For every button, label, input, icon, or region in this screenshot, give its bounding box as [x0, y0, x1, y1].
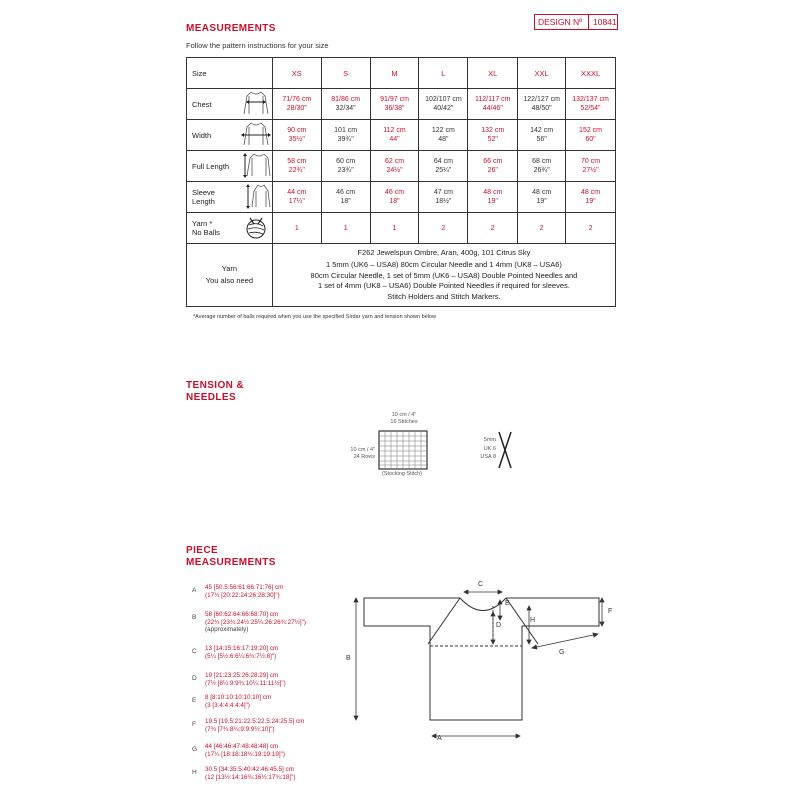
piece-key-e: E: [192, 697, 197, 704]
yarn-balls-label: [187, 213, 240, 244]
piece-c-cm: 13 [14:15:16:17:19:20] cm: [205, 645, 279, 652]
sleeve-label-line1: Sleeve: [192, 188, 215, 197]
yarn-balls-line1: Yarn *: [192, 219, 213, 228]
also-need-line-4: Stitch Holders and Stitch Markers.: [387, 291, 501, 301]
chest-cm-m: 91/97 cm: [380, 96, 409, 103]
chest-cm-xxl: 122/127 cm: [523, 96, 560, 103]
full-length-in-s: 23¾": [337, 167, 354, 174]
chest-in-s: 32/34": [335, 105, 356, 112]
full-length-row: [187, 151, 616, 182]
chest-icon: [239, 89, 272, 120]
width-cm-xxl: 142 cm: [530, 127, 554, 134]
piece-e-in: (3 [3:4:4:4:4:4]"): [205, 701, 250, 709]
chest-in-xs: 28/30": [286, 105, 307, 112]
balls-s: 1: [321, 213, 370, 244]
piece-key-d: D: [192, 675, 197, 682]
diagram-label-a: A: [437, 735, 442, 742]
measurements-table: [186, 57, 616, 307]
yarn-info-row: [187, 244, 616, 307]
size-xxxl: XXXL: [566, 58, 616, 89]
yarn-label: Yarn: [221, 263, 238, 273]
diagram-label-c: C: [478, 581, 484, 588]
yarn-info-labels: [187, 244, 273, 307]
width-in-xxl: 56": [536, 136, 547, 143]
gauge-left-line1: 10 cm / 4": [350, 447, 375, 453]
piece-b-cm: 58 [60:62:64:66:68:70] cm: [205, 611, 279, 618]
piece-c-in: (5¼ [5½:6:6¼:6¾:7½:8]"): [205, 652, 277, 660]
full-length-cm-m: 62 cm: [384, 158, 405, 165]
sleeve-length-label: [187, 182, 240, 213]
chest-label: Chest: [187, 89, 240, 120]
measurements-subtitle: Follow the pattern instructions for your size: [186, 41, 329, 50]
size-label: Size: [187, 58, 273, 89]
tension-title-line2: NEEDLES: [186, 392, 237, 403]
needle-size-label: [470, 436, 496, 462]
size-m: M: [370, 58, 419, 89]
balls-xs: 1: [272, 213, 321, 244]
piece-f-in: (7¾ [7¾:8¼:9:9:9½:10]"): [205, 725, 275, 733]
design-number: 10841: [588, 15, 617, 29]
piece-key-f: F: [192, 721, 196, 728]
full-length-cm-xxl: 68 cm: [532, 158, 552, 165]
width-cm-xs: 90 cm: [287, 127, 307, 134]
piece-measurements-title: [186, 545, 276, 569]
full-length-in-xxxl: 27½": [582, 167, 599, 174]
width-in-xxxl: 60": [585, 136, 596, 143]
balls-m: 1: [370, 213, 419, 244]
piece-d-in: (7½ [8¼:9:9¾:10¼:11:11½]"): [205, 679, 286, 687]
piece-key-a: A: [192, 587, 197, 594]
piece-key-h: H: [192, 769, 197, 776]
diagram-label-f: F: [608, 608, 613, 615]
chest-cm-s: 81/86 cm: [331, 96, 361, 103]
piece-g-cm: 44 [46:46:47:48:48:48] cm: [205, 743, 279, 750]
yarn-value: F262 Jewelspun Ombre, Aran, 400g, 101 Citrus Sky: [357, 247, 531, 257]
full-length-cm-s: 60 cm: [336, 158, 356, 165]
sleeve-cm-xxxl: 48 cm: [581, 189, 601, 196]
piece-d-cm: 19 [21:23:25:26:28:29] cm: [205, 672, 279, 679]
chest-in-xxl: 48/50": [531, 105, 552, 112]
sleeve-in-xxxl: 19": [585, 198, 596, 205]
piece-e-cm: 8 [8:10:10:10:10:10] cm: [205, 694, 272, 701]
sleeve-in-l: 18½": [435, 198, 452, 205]
size-xl: XL: [468, 58, 518, 89]
gauge-top-line2: 16 Stitches: [390, 419, 418, 425]
chest-in-l: 40/42": [433, 105, 454, 112]
full-length-icon: [239, 151, 272, 182]
width-in-xs: 35½": [288, 136, 305, 143]
chest-in-xl: 44/46": [482, 105, 503, 112]
measurements-title: MEASUREMENTS: [186, 23, 276, 34]
full-length-in-l: 25¼": [435, 167, 452, 174]
sleeve-cm-s: 46 cm: [336, 189, 356, 196]
full-length-in-xl: 26": [487, 167, 498, 174]
chest-row: [187, 89, 616, 120]
sleeve-in-s: 18": [340, 198, 351, 205]
also-need-label: You also need: [205, 276, 254, 285]
width-in-s: 39¾": [337, 136, 354, 143]
piece-key-b: B: [192, 614, 197, 621]
needle-mm: 5mm: [483, 437, 496, 443]
diagram-label-d: D: [496, 622, 502, 629]
also-need-line-2: 80cm Circular Needle, 1 set of 5mm (UK6 – USA8) Double Pointed Needles and: [310, 270, 578, 280]
also-need-line-1: 1 5mm (UK6 – USA8) 80cm Circular Needle and 1 4mm (UK8 – USA6): [325, 260, 562, 270]
size-header-row: [187, 58, 616, 89]
width-cm-m: 112 cm: [383, 127, 406, 134]
piece-h-cm: 30.5 [34:35.5:40:42:46:45.5] cm: [205, 766, 294, 773]
sleeve-cm-xxl: 48 cm: [532, 189, 552, 196]
balls-l: 2: [419, 213, 468, 244]
chest-cm-xl: 112/117 cm: [474, 96, 511, 103]
balls-xl: 2: [468, 213, 518, 244]
sleeve-cm-l: 47 cm: [433, 189, 453, 196]
sleeve-cm-m: 46 cm: [384, 189, 405, 196]
width-icon: [239, 120, 272, 151]
full-length-cm-xs: 58 cm: [287, 158, 307, 165]
yarn-ball-icon: [239, 213, 272, 244]
piece-key-c: C: [192, 648, 197, 655]
gauge-stitch-type: (Stocking Stitch): [381, 471, 423, 477]
width-label: Width: [187, 120, 240, 151]
garment-schematic: [340, 578, 630, 746]
needle-usa: USA 8: [480, 454, 496, 460]
piece-a-in: (17¾ [20:22:24:26:28:30]"): [205, 591, 280, 599]
full-length-in-xs: 22¾": [288, 167, 305, 174]
piece-b-note: (approximately): [205, 626, 249, 634]
piece-g-in: (17¼ [18:18:18½:19:19:19]"): [205, 750, 285, 758]
width-in-m: 44": [389, 136, 400, 143]
width-in-l: 48": [438, 136, 449, 143]
chest-in-m: 36/38": [384, 105, 405, 112]
width-cm-xl: 132 cm: [481, 127, 505, 134]
piece-f-cm: 19.5 [19.5:21:22.5:22.5:24:25.5] cm: [205, 718, 305, 725]
tension-title: [186, 380, 244, 404]
full-length-in-xxl: 26¾": [533, 167, 550, 174]
piece-key-g: G: [192, 746, 198, 753]
size-xs: XS: [272, 58, 321, 89]
diagram-label-e: E: [505, 600, 510, 607]
piece-h-in: (12 [13½:14:16¾:16½:17¾:18]"): [205, 773, 296, 781]
piece-b-in: (22¾ [23¾:24½:25¼:26:26¾:27½]"): [205, 618, 306, 626]
balls-xxl: 2: [518, 213, 566, 244]
gauge-grid-icon: [378, 430, 428, 470]
size-xxl: XXL: [518, 58, 566, 89]
size-l: L: [419, 58, 468, 89]
width-row: [187, 120, 616, 151]
design-label: DESIGN Nº: [538, 17, 583, 27]
sleeve-in-xxl: 19": [536, 198, 547, 205]
sleeve-cm-xs: 44 cm: [287, 189, 307, 196]
yarn-info-values: [272, 244, 615, 307]
piece-title-line2: MEASUREMENTS: [186, 557, 276, 568]
width-cm-xxxl: 152 cm: [579, 127, 603, 134]
piece-title-line1: PIECE: [186, 545, 219, 556]
sleeve-in-m: 18": [389, 198, 400, 205]
full-length-label: Full Length: [187, 151, 240, 182]
width-in-xl: 52": [487, 136, 498, 143]
design-number-box: [534, 14, 618, 30]
knitting-needles-icon: [497, 430, 513, 470]
yarn-balls-row: [187, 213, 616, 244]
needle-uk: UK 6: [483, 445, 496, 452]
sleeve-label-line2: Length: [192, 197, 215, 206]
full-length-cm-xl: 66 cm: [483, 158, 503, 165]
chest-in-xxxl: 52/54": [580, 105, 601, 112]
size-s: S: [321, 58, 370, 89]
diagram-label-g: G: [559, 649, 565, 656]
gauge-top-line1: 10 cm / 4": [391, 412, 417, 418]
also-need-line-3: 1 set of 4mm (UK8 – USA6) Double Pointed Needles if required for sleeves.: [318, 281, 570, 291]
sleeve-in-xs: 17¼": [288, 198, 305, 205]
sleeve-in-xl: 19": [487, 198, 498, 205]
full-length-in-m: 24½": [386, 167, 403, 174]
diagram-label-b: B: [346, 655, 351, 662]
sleeve-length-icon: [239, 182, 272, 213]
gauge-stitch-label: [380, 412, 428, 426]
chest-cm-xxxl: 132/137 cm: [572, 96, 609, 103]
chest-cm-l: 102/107 cm: [425, 96, 462, 103]
tension-title-line1: TENSION &: [186, 380, 245, 391]
full-length-cm-l: 64 cm: [433, 158, 453, 165]
balls-xxxl: 2: [566, 213, 616, 244]
gauge-left-line2: 24 Rows: [353, 454, 375, 460]
diagram-label-h: H: [530, 617, 536, 624]
yarn-balls-line2: No Balls: [192, 228, 220, 237]
width-cm-l: 122 cm: [431, 127, 455, 134]
sleeve-length-row: [187, 182, 616, 213]
piece-a-cm: 45 [50.5:56:61:66:71:76] cm: [205, 584, 284, 591]
width-cm-s: 101 cm: [334, 127, 358, 134]
sleeve-cm-xl: 48 cm: [483, 189, 503, 196]
chest-cm-xs: 71/76 cm: [282, 96, 312, 103]
full-length-cm-xxxl: 70 cm: [581, 158, 601, 165]
footnote: *Average number of balls required when you use the specified Sirdar yarn and tension shown below: [193, 314, 436, 320]
gauge-row-label: [337, 447, 375, 461]
